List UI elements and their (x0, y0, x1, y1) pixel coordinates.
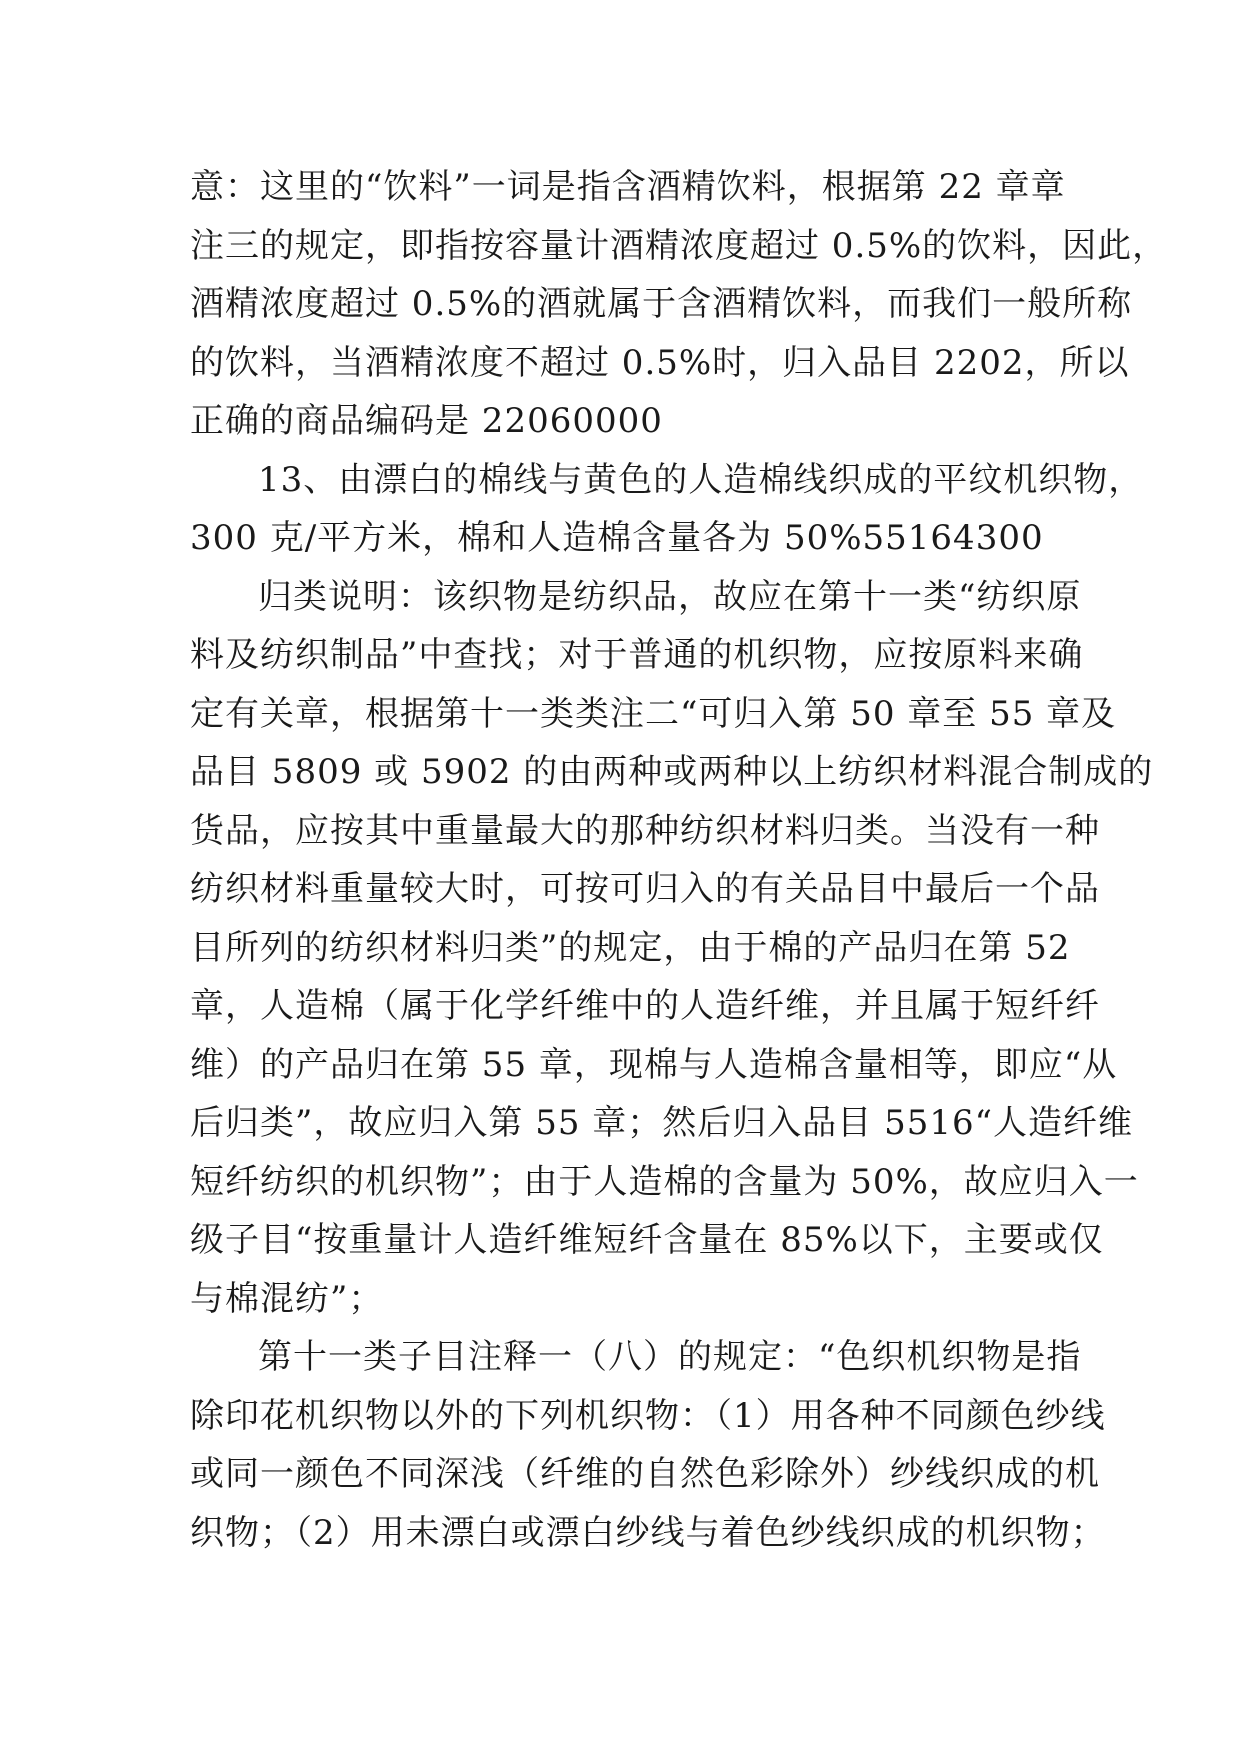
document-body (190, 158, 1168, 1562)
text-line: 货品，应按其中重量最大的那种纺织材料归类。当没有一种 (190, 810, 1100, 851)
text-line: 料及纺织制品”中查找；对于普通的机织物，应按原料来确 (190, 635, 1084, 675)
text-line: 品目 5809 或 5902 的由两种或两种以上纺织材料混合制成的 (190, 752, 1154, 792)
text-line: 织物；（2）用未漂白或漂白纱线与着色纱线织成的机织物； (190, 1512, 1106, 1553)
text-line: 纺织材料重量较大时，可按可归入的有关品目中最后一个品 (190, 869, 1100, 909)
text-line: 注三的规定，即指按容量计酒精浓度超过 0.5%的饮料，因此， (190, 225, 1168, 266)
text-line: 定有关章，根据第十一类类注二“可归入第 50 章至 55 章及 (190, 693, 1117, 734)
text-line: 除印花机织物以外的下列机织物：（1）用各种不同颜色纱线 (190, 1395, 1106, 1436)
text-line: 酒精浓度超过 0.5%的酒就属于含酒精饮料，而我们一般所称 (190, 284, 1133, 324)
text-line: 后归类”，故应归入第 55 章；然后归入品目 5516“人造纤维 (190, 1103, 1133, 1143)
text-line: 的饮料，当酒精浓度不超过 0.5%时，归入品目 2202，所以 (190, 342, 1130, 383)
text-line: 13、由漂白的棉线与黄色的人造棉线织成的平纹机织物， (258, 459, 1144, 500)
text-line: 归类说明：该织物是纺织品，故应在第十一类“纺织原 (258, 576, 1082, 617)
text-line: 与棉混纺”； (190, 1278, 384, 1319)
text-line: 意：这里的“饮料”一词是指含酒精饮料，根据第 22 章章 (190, 167, 1066, 207)
text-line: 维）的产品归在第 55 章，现棉与人造棉含量相等，即应“从 (190, 1044, 1118, 1085)
text-line: 第十一类子目注释一（八）的规定：“色织机织物是指 (258, 1337, 1082, 1377)
text-line: 短纤纺织的机织物”；由于人造棉的含量为 50%，故应归入一 (190, 1161, 1139, 1202)
text-line: 正确的商品编码是 22060000 (190, 401, 663, 441)
text-line: 或同一颜色不同深浅（纤维的自然色彩除外）纱线织成的机 (190, 1454, 1100, 1494)
text-line: 目所列的纺织材料归类”的规定，由于棉的产品归在第 52 (190, 927, 1071, 968)
text-line: 300 克/平方米，棉和人造棉含量各为 50%55164300 (190, 518, 1044, 558)
text-line: 章，人造棉（属于化学纤维中的人造纤维，并且属于短纤纤 (190, 986, 1100, 1026)
text-line: 级子目“按重量计人造纤维短纤含量在 85%以下，主要或仅 (190, 1220, 1104, 1260)
